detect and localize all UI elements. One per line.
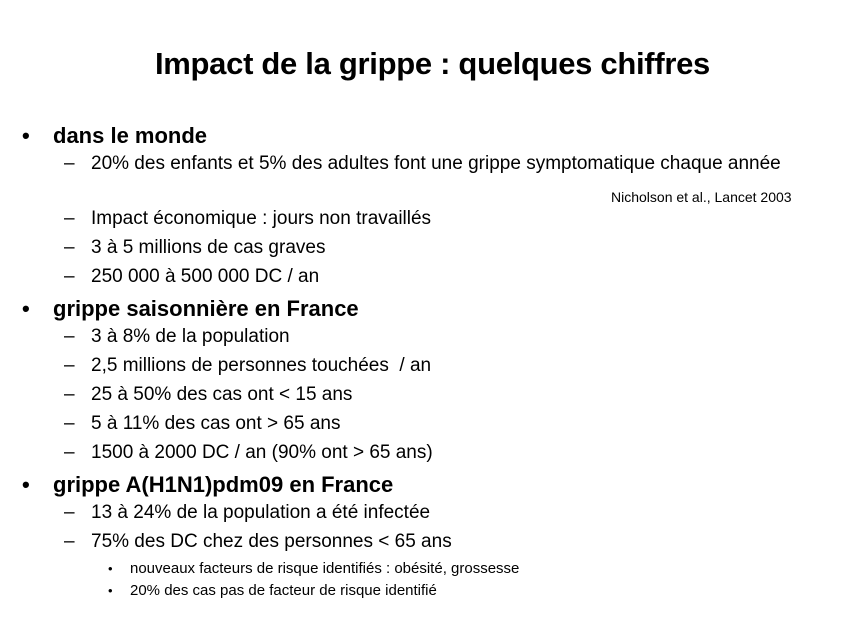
bullet-icon: • bbox=[22, 123, 30, 148]
list-item-label: 13 à 24% de la population a été infectée bbox=[91, 502, 431, 523]
dash-icon: – bbox=[64, 153, 75, 174]
dash-icon: – bbox=[64, 502, 75, 523]
list-item-label: 20% des enfants et 5% des adultes font une grippe symptomatique chaque année bbox=[91, 153, 781, 174]
list-item-label: 1500 à 2000 DC / an (90% ont > 65 ans) bbox=[91, 442, 433, 463]
list-item bbox=[0, 235, 850, 264]
section-heading-label: dans le monde bbox=[53, 123, 208, 148]
bullet-icon: • bbox=[108, 583, 113, 598]
bullet-icon: • bbox=[108, 561, 113, 576]
dash-icon: – bbox=[64, 355, 75, 376]
dash-icon: – bbox=[64, 384, 75, 405]
list-item bbox=[0, 353, 850, 382]
section-heading-monde bbox=[0, 120, 850, 151]
list-item bbox=[0, 500, 850, 529]
list-item-label: 25 à 50% des cas ont < 15 ans bbox=[91, 384, 353, 405]
section-heading-label: grippe saisonnière en France bbox=[53, 296, 359, 321]
list-item-label: 250 000 à 500 000 DC / an bbox=[91, 266, 320, 287]
dash-icon: – bbox=[64, 208, 75, 229]
dash-icon: – bbox=[64, 326, 75, 347]
sub-list-item bbox=[0, 580, 850, 602]
dash-icon: – bbox=[64, 413, 75, 434]
list-item-label: 3 à 8% de la population bbox=[91, 326, 290, 347]
bullet-icon: • bbox=[22, 472, 30, 497]
list-item-label: 75% des DC chez des personnes < 65 ans bbox=[91, 531, 452, 552]
sub-list-item-label: 20% des cas pas de facteur de risque identifié bbox=[130, 582, 437, 599]
dash-icon: – bbox=[64, 442, 75, 463]
sub-list-item-label: nouveaux facteurs de risque identifiés : obésité, grossesse bbox=[130, 560, 520, 577]
list-item bbox=[0, 206, 850, 235]
section-heading-saisonniere bbox=[0, 293, 850, 324]
list-item-label: 3 à 5 millions de cas graves bbox=[91, 237, 326, 258]
list-item bbox=[0, 324, 850, 353]
section-heading-h1n1 bbox=[0, 469, 850, 500]
dash-icon: – bbox=[64, 237, 75, 258]
list-item bbox=[0, 264, 850, 293]
dash-icon: – bbox=[64, 266, 75, 287]
dash-icon: – bbox=[64, 531, 75, 552]
list-item-label: Impact économique : jours non travaillés bbox=[91, 208, 432, 229]
citation: Nicholson et al., Lancet 2003 bbox=[611, 189, 792, 205]
slide-title: Impact de la grippe : quelques chiffres bbox=[154, 46, 711, 81]
slide-content bbox=[0, 120, 850, 602]
list-item bbox=[0, 382, 850, 411]
section-heading-label: grippe A(H1N1)pdm09 en France bbox=[53, 472, 394, 497]
list-item bbox=[0, 411, 850, 440]
list-item-label: 2,5 millions de personnes touchées / an bbox=[91, 355, 432, 376]
sub-list-item bbox=[0, 558, 850, 580]
bullet-icon: • bbox=[22, 296, 30, 321]
list-item bbox=[0, 440, 850, 469]
list-item bbox=[0, 529, 850, 558]
list-item bbox=[0, 151, 850, 206]
list-item-label: 5 à 11% des cas ont > 65 ans bbox=[91, 413, 341, 434]
